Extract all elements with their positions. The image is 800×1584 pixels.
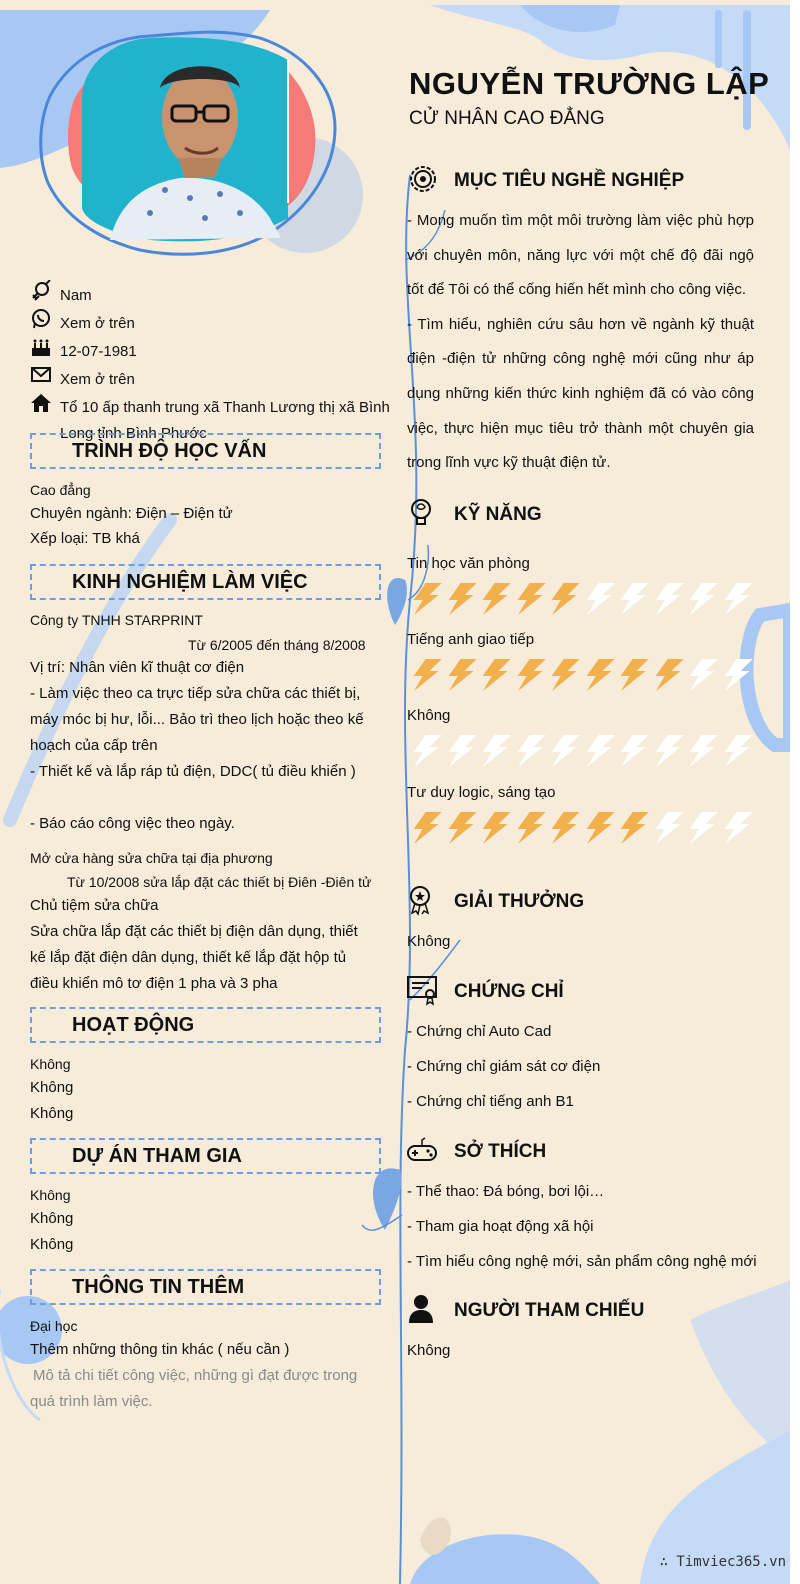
job-1-line-4: - Thiết kế và lắp ráp tủ điện, DDC( tủ điều khiển ) bbox=[30, 763, 356, 780]
rating-bolt-empty-icon bbox=[650, 733, 684, 769]
activities-item-3: Không bbox=[30, 1105, 74, 1122]
certificate-1: - Chứng chỉ Auto Cad bbox=[407, 1023, 552, 1040]
rating-bolt-filled-icon bbox=[477, 810, 511, 846]
gender-row bbox=[30, 283, 385, 311]
projects-heading: DỰ ÁN THAM GIA bbox=[30, 1138, 381, 1174]
rating-bolt-filled-icon bbox=[581, 810, 615, 846]
job-2-period: Từ 10/2008 sửa lắp đặt các thiết bị Điên -Điên tử bbox=[67, 874, 372, 890]
rating-bolt-filled-icon bbox=[546, 657, 580, 693]
hobby-3: - Tìm hiểu công nghệ mới, sản phẩm công nghệ mới bbox=[407, 1253, 757, 1270]
phone-row bbox=[30, 311, 385, 339]
skill-2-rating bbox=[408, 657, 758, 693]
rating-bolt-filled-icon bbox=[408, 657, 442, 693]
rating-bolt-filled-icon bbox=[477, 581, 511, 617]
birthday-row bbox=[30, 339, 385, 367]
rating-bolt-filled-icon bbox=[512, 581, 546, 617]
cv-page: NGUYỄN TRƯỜNG LẬP CỬ NHÂN CAO ĐẲNG Nam Xem ở trên 12-07-1981 Xem ở trên Tổ 10 ấp thanh trung xã Thanh Lương thị xã Bình Long tỉnh Bình Phước TRÌNH ĐỘ HỌC VẤN Cao đẳng Chuyên ngành: Điện – Điện tử Xếp loại: TB khá KINH NGHIỆM LÀM VIỆC Công ty TNHH STARPRINT Từ 6/2005 đến tháng 8/2008 Vị trí: Nhân viên kĩ thuật cơ điện - Làm việc theo ca trực tiếp sửa chữa các thiết bị, máy móc bị hư, lỗi... Bảo trì theo lịch hoặc theo kế hoạch của cấp trên - Thiết kế và lắp ráp tủ điện, DDC( tủ điều khiển ) - Báo cáo công việc theo ngày. Mở cửa hàng sửa chữa tại địa phương Từ 10/2008 sửa lắp đặt các thiết bị Điên -Điên tử Chủ tiệm sửa chữa Sửa chữa lắp đặt các thiết bị điện dân dụng, thiết kế lắp đặt điện dân dụng, thiết kế lắp đặt hộp tủ điều khiển mô tơ điện 1 pha và 3 pha HOẠT ĐỘNG Không Không Không DỰ ÁN THAM GIA Không Không Không THÔNG TIN THÊM Đại học Thêm những thông tin khác ( nếu cần ) Mô tả chi tiết công việc, những gì đạt được trong quá trình làm việc. MỤC TIÊU NGHỀ NGHIỆP - Mong muốn tìm một môi trường làm việc phù hợp với chuyên môn, năng lực với một chế độ đãi ngộ tốt để Tôi có thể cống hiến hết mình cho công việc. - Tìm hiểu, nghiên cứu sâu hơn về ngành kỹ thuật điện -điện tử những công nghệ mới cũng như áp dụng những kiến thức kinh nghiệm đã có vào công việc, thực hiện mục tiêu trở thành một chuyên gia trong lĩnh vực kỹ thuật điện tử. KỸ NĂNG Tin học văn phòng Tiếng anh giao tiếp Không Tư duy logic, sáng tạo GIẢI THƯỞNG Không CHỨNG CHỈ - Chứng chỉ Auto Cad - Chứng chỉ giám sát cơ điện - Chứng chỉ tiếng anh B1 SỞ THÍCH - Thể thao: Đá bóng, bơi lội… - Tham gia hoạt động xã hội - Tìm hiểu công nghệ mới, sản phẩm công nghệ mới NGƯỜI THAM CHIẾU Không ∴ Timviec365.vn bbox=[0, 0, 790, 1584]
job-1-position: Vị trí: Nhân viên kĩ thuật cơ điện bbox=[30, 659, 245, 676]
projects-item-3: Không bbox=[30, 1236, 74, 1253]
education-major: Chuyên ngành: Điện – Điện tử bbox=[30, 505, 233, 522]
rating-bolt-empty-icon bbox=[684, 733, 718, 769]
rating-bolt-filled-icon bbox=[615, 810, 649, 846]
activities-heading: HOẠT ĐỘNG bbox=[30, 1007, 381, 1043]
additional-line-1: Đại học bbox=[30, 1318, 78, 1334]
rating-bolt-empty-icon bbox=[719, 810, 753, 846]
rating-bolt-empty-icon bbox=[581, 733, 615, 769]
job-2-company: Mở cửa hàng sửa chữa tại địa phương bbox=[30, 850, 273, 866]
award-medal-icon bbox=[407, 884, 439, 916]
rating-bolt-filled-icon bbox=[443, 810, 477, 846]
home-icon bbox=[30, 392, 52, 414]
lightbulb-brain-icon bbox=[407, 497, 439, 529]
education-rank: Xếp loại: TB khá bbox=[30, 530, 140, 547]
rating-bolt-empty-icon bbox=[719, 733, 753, 769]
experience-heading: KINH NGHIỆM LÀM VIỆC bbox=[30, 564, 381, 600]
hobby-1: - Thể thao: Đá bóng, bơi lội… bbox=[407, 1183, 605, 1200]
certificate-3: - Chứng chỉ tiếng anh B1 bbox=[407, 1093, 574, 1110]
hobby-2: - Tham gia hoạt động xã hội bbox=[407, 1218, 594, 1235]
job-1-line-5: - Báo cáo công việc theo ngày. bbox=[30, 815, 235, 832]
job-2-line-1: Sửa chữa lắp đặt các thiết bị điện dân dụng, thiết bbox=[30, 923, 358, 940]
rating-bolt-empty-icon bbox=[443, 733, 477, 769]
gamepad-icon bbox=[407, 1134, 439, 1166]
rating-bolt-empty-icon bbox=[650, 581, 684, 617]
objective-paragraph-2: - Tìm hiểu, nghiên cứu sâu hơn về ngành kỹ thuật điện -điện tử những công nghệ mới cũng như áp dụng những kiến thức kinh nghiệm đã có vào công việc, thực hiện mục tiêu trở thành một chuyên gia trong lĩnh vực kỹ thuật điện tử. bbox=[407, 315, 754, 472]
rating-bolt-empty-icon bbox=[684, 657, 718, 693]
gender-icon bbox=[30, 280, 52, 302]
job-1-line-2: máy móc bị hư, lỗi... Bảo trì theo lịch hoặc theo kế bbox=[30, 711, 364, 728]
additional-info-heading: THÔNG TIN THÊM bbox=[30, 1269, 381, 1305]
skill-4-rating bbox=[408, 810, 758, 846]
rating-bolt-filled-icon bbox=[443, 657, 477, 693]
rating-bolt-filled-icon bbox=[512, 810, 546, 846]
education-level: Cao đẳng bbox=[30, 482, 91, 498]
rating-bolt-filled-icon bbox=[615, 657, 649, 693]
rating-bolt-filled-icon bbox=[408, 810, 442, 846]
job-1-company: Công ty TNHH STARPRINT bbox=[30, 612, 203, 628]
rating-bolt-filled-icon bbox=[512, 657, 546, 693]
certificate-icon bbox=[407, 974, 439, 1006]
rating-bolt-empty-icon bbox=[719, 581, 753, 617]
rating-bolt-filled-icon bbox=[477, 657, 511, 693]
gender-value: Nam bbox=[60, 287, 92, 304]
education-heading: TRÌNH ĐỘ HỌC VẤN bbox=[30, 433, 381, 469]
activities-item-2: Không bbox=[30, 1079, 74, 1096]
person-icon bbox=[407, 1293, 439, 1325]
candidate-name: NGUYỄN TRƯỜNG LẬP bbox=[409, 66, 770, 101]
projects-item-1: Không bbox=[30, 1187, 71, 1203]
additional-hint-line-2: quá trình làm việc. bbox=[30, 1393, 153, 1410]
gear-target-icon bbox=[407, 163, 439, 195]
job-2-line-2: kế lắp đặt điện dân dụng, thiết kế lắp đặt hộp tủ bbox=[30, 949, 347, 966]
whatsapp-icon bbox=[30, 308, 52, 330]
phone-value: Xem ở trên bbox=[60, 315, 135, 332]
job-1-line-1: - Làm việc theo ca trực tiếp sửa chữa các thiết bị, bbox=[30, 685, 361, 702]
email-row bbox=[30, 367, 385, 395]
rating-bolt-empty-icon bbox=[684, 810, 718, 846]
email-value: Xem ở trên bbox=[60, 371, 135, 388]
envelope-icon bbox=[30, 364, 52, 386]
birthday-cake-icon bbox=[30, 336, 52, 358]
activities-item-1: Không bbox=[30, 1056, 71, 1072]
awards-value: Không bbox=[407, 933, 451, 950]
references-value: Không bbox=[407, 1342, 451, 1359]
objective-text bbox=[407, 204, 754, 481]
rating-bolt-filled-icon bbox=[546, 581, 580, 617]
address-value: Tổ 10 ấp thanh trung xã Thanh Lương thị xã Bình Long tỉnh Bình Phước bbox=[60, 399, 390, 442]
additional-line-2: Thêm những thông tin khác ( nếu cần ) bbox=[30, 1341, 290, 1358]
rating-bolt-empty-icon bbox=[719, 657, 753, 693]
rating-bolt-empty-icon bbox=[408, 733, 442, 769]
job-1-period: Từ 6/2005 đến tháng 8/2008 bbox=[188, 637, 366, 653]
birthday-value: 12-07-1981 bbox=[60, 343, 137, 360]
skill-1-name: Tin học văn phòng bbox=[407, 555, 530, 572]
candidate-title: CỬ NHÂN CAO ĐẲNG bbox=[409, 108, 605, 129]
job-2-position: Chủ tiệm sửa chữa bbox=[30, 897, 159, 914]
projects-item-2: Không bbox=[30, 1210, 74, 1227]
rating-bolt-empty-icon bbox=[477, 733, 511, 769]
rating-bolt-empty-icon bbox=[546, 733, 580, 769]
rating-bolt-filled-icon bbox=[546, 810, 580, 846]
rating-bolt-filled-icon bbox=[650, 657, 684, 693]
job-1-line-3: hoạch của cấp trên bbox=[30, 737, 158, 754]
skill-3-name: Không bbox=[407, 707, 451, 724]
skill-2-name: Tiếng anh giao tiếp bbox=[407, 631, 535, 648]
certificate-2: - Chứng chỉ giám sát cơ điện bbox=[407, 1058, 601, 1075]
rating-bolt-empty-icon bbox=[684, 581, 718, 617]
rating-bolt-filled-icon bbox=[408, 581, 442, 617]
skill-3-rating bbox=[408, 733, 758, 769]
skill-1-rating bbox=[408, 581, 758, 617]
rating-bolt-filled-icon bbox=[581, 657, 615, 693]
rating-bolt-empty-icon bbox=[615, 581, 649, 617]
rating-bolt-filled-icon bbox=[443, 581, 477, 617]
rating-bolt-empty-icon bbox=[650, 810, 684, 846]
address-row bbox=[30, 395, 390, 442]
additional-hint-line-1: Mô tả chi tiết công việc, những gì đạt được trong bbox=[33, 1367, 358, 1384]
rating-bolt-empty-icon bbox=[581, 581, 615, 617]
objective-paragraph-1: - Mong muốn tìm một môi trường làm việc phù hợp với chuyên môn, năng lực với một chế độ đãi ngộ tốt để Tôi có thể cống hiến hết mình cho công việc. bbox=[407, 212, 754, 299]
job-2-line-3: điều khiển mô tơ điện 1 pha và 3 pha bbox=[30, 975, 278, 992]
rating-bolt-empty-icon bbox=[512, 733, 546, 769]
avatar bbox=[30, 18, 340, 258]
skill-4-name: Tư duy logic, sáng tạo bbox=[407, 784, 556, 801]
site-watermark: ∴ Timviec365.vn bbox=[659, 1554, 786, 1570]
rating-bolt-empty-icon bbox=[615, 733, 649, 769]
